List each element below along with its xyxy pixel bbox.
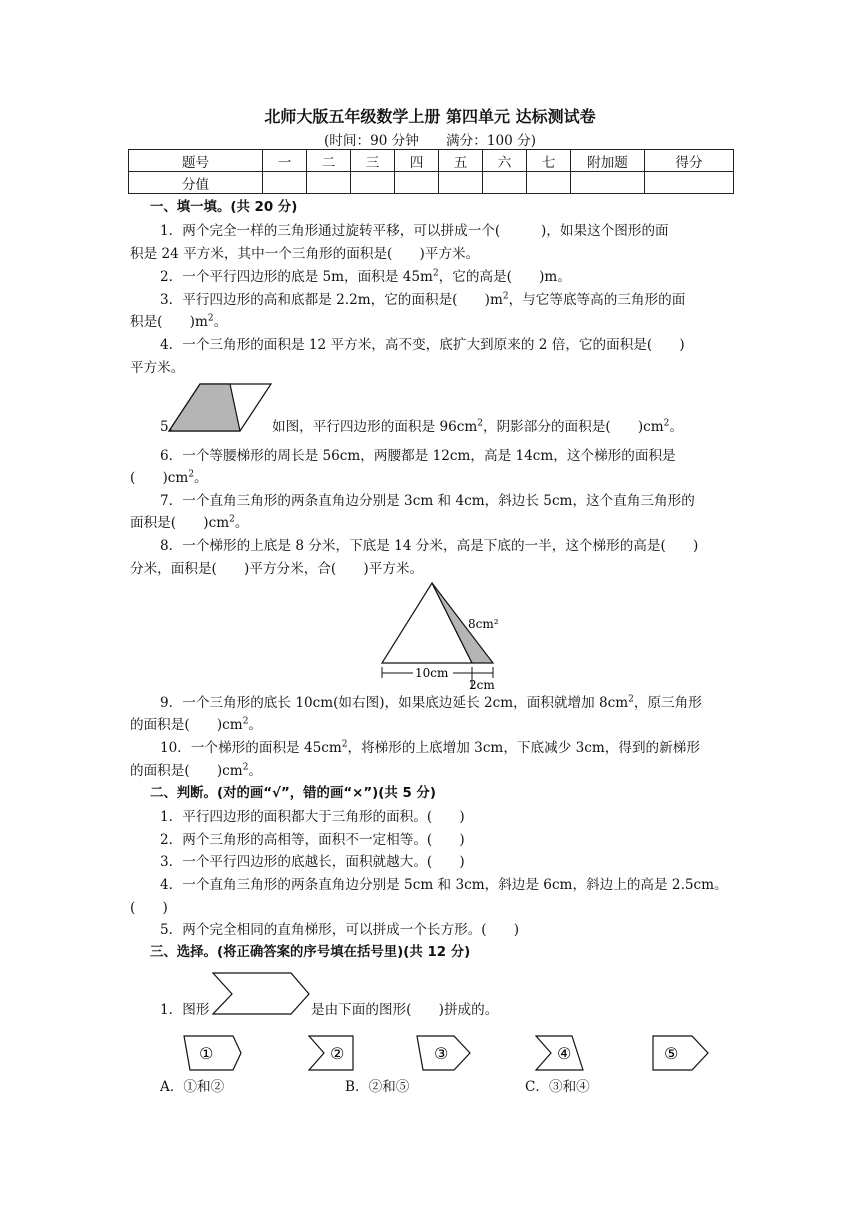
question-text bbox=[160, 291, 685, 309]
text-part: ( )cm bbox=[130, 470, 189, 486]
text-part: 面积是( )cm bbox=[130, 515, 230, 531]
text-part: 3．平行四边形的高和底都是 2.2m，它的面积是( )m bbox=[160, 292, 503, 308]
text-part: 的面积是( )cm bbox=[130, 717, 243, 733]
question-text: 分米，面积是( )平方分米，合( )平方米。 bbox=[130, 561, 424, 577]
text-part: 9．一个三角形的底长 10cm(如右图)，如果底边延长 2cm，面积就增加 8cm bbox=[160, 695, 629, 711]
shaded-triangle bbox=[169, 384, 240, 431]
shape-number: ② bbox=[330, 1044, 345, 1063]
score-cell: 六 bbox=[483, 150, 527, 172]
score-cell: 分值 bbox=[129, 172, 263, 194]
text-part: ，将梯形的上底增加 3cm，下底减少 3cm，得到的新梯形 bbox=[347, 740, 700, 756]
text-part: 10．一个梯形的面积是 45cm bbox=[160, 740, 342, 756]
text-part: 。 bbox=[248, 717, 263, 733]
question-text: 1．两个完全一样的三角形通过旋转平移，可以拼成一个( )，如果这个图形的面 bbox=[160, 223, 669, 239]
question-text: 是由下面的图形( )拼成的。 bbox=[311, 1002, 499, 1018]
score-cell: 七 bbox=[527, 150, 571, 172]
superscript: 2 bbox=[188, 469, 195, 480]
score-blank-cell[interactable] bbox=[263, 172, 307, 194]
superscript: 2 bbox=[229, 514, 235, 525]
option-b[interactable]: B．②和⑤ bbox=[345, 1079, 410, 1095]
shape-outline bbox=[653, 1036, 708, 1070]
score-cell: 题号 bbox=[129, 150, 263, 172]
score-blank-cell[interactable] bbox=[527, 172, 571, 194]
shape-option-4 bbox=[535, 1034, 585, 1072]
superscript: 2 bbox=[242, 762, 249, 773]
shape-option-5 bbox=[652, 1034, 710, 1072]
base-label: 10cm bbox=[415, 666, 449, 680]
question-text: ( ) bbox=[130, 900, 168, 916]
option-a[interactable]: A．①和② bbox=[160, 1079, 225, 1095]
superscript: 2 bbox=[502, 291, 509, 302]
question-text: 8．一个梯形的上底是 8 分米，下底是 14 分米，高是下底的一半，这个梯形的高是( ) bbox=[160, 538, 699, 554]
question-text bbox=[160, 739, 700, 757]
superscript: 2 bbox=[628, 694, 634, 705]
question-text: 5．两个完全相同的直角梯形，可以拼成一个长方形。( ) bbox=[160, 922, 520, 938]
section3-heading: 三、选择。(将正确答案的序号填在括号里)(共 12 分) bbox=[150, 945, 471, 960]
section1-heading: 一、填一填。(共 20 分) bbox=[150, 200, 298, 215]
increase-area-label: 8cm² bbox=[468, 617, 499, 631]
score-blank-cell[interactable] bbox=[439, 172, 483, 194]
page-title: 北师大版五年级数学上册 第四单元 达标测试卷 bbox=[264, 107, 596, 126]
question-text bbox=[272, 418, 683, 436]
parallelogram-figure bbox=[166, 383, 276, 433]
triangle-figure bbox=[375, 580, 510, 692]
superscript: 2 bbox=[663, 418, 670, 429]
text-part: ，阴影部分的面积是( )cm bbox=[482, 419, 664, 435]
shape-number: ① bbox=[199, 1044, 214, 1063]
text-part: ，原三角形 bbox=[633, 695, 702, 711]
question-text: 7．一个直角三角形的两条直角边分别是 3cm 和 4cm，斜边长 5cm，这个直角三角形的 bbox=[160, 493, 695, 509]
question-text: 4．一个直角三角形的两条直角边分别是 5cm 和 3cm，斜边是 6cm，斜边上的高是 2.5cm。 bbox=[160, 877, 728, 893]
question-text: 1．平行四边形的面积都大于三角形的面积。( ) bbox=[160, 809, 465, 825]
text-part: 积是( )m bbox=[130, 314, 208, 330]
shape-option-1 bbox=[183, 1034, 243, 1072]
text-part: 。 bbox=[213, 314, 228, 330]
question-text bbox=[160, 694, 702, 712]
text-part: ，它的高是( )m。 bbox=[438, 269, 571, 285]
shape-number: ⑤ bbox=[664, 1044, 679, 1063]
question-text: 6．一个等腰梯形的周长是 56cm，两腰都是 12cm，高是 14cm，这个梯形的面积是 bbox=[160, 448, 676, 464]
score-blank-cell[interactable] bbox=[645, 172, 734, 194]
option-c[interactable]: C．③和④ bbox=[525, 1079, 590, 1095]
section2-heading: 二、判断。(对的画“√”，错的画“×”)(共 5 分) bbox=[150, 786, 436, 801]
extension-label: 2cm bbox=[469, 678, 495, 692]
score-blank-cell[interactable] bbox=[571, 172, 645, 194]
question-text: 3．一个平行四边形的底越长，面积就越大。( ) bbox=[160, 854, 465, 870]
question-text: 1．图形 bbox=[160, 1002, 210, 1018]
shape-option-3 bbox=[416, 1034, 472, 1072]
text-part: 的面积是( )cm bbox=[130, 763, 243, 779]
superscript: 2 bbox=[341, 739, 348, 750]
question-text: 4．一个三角形的面积是 12 平方米，高不变，底扩大到原来的 2 倍，它的面积是( ) bbox=[160, 337, 685, 353]
superscript: 2 bbox=[432, 268, 439, 279]
superscript: 2 bbox=[477, 418, 483, 429]
superscript: 2 bbox=[207, 313, 214, 324]
score-cell: 一 bbox=[263, 150, 307, 172]
score-cell: 附加题 bbox=[571, 150, 645, 172]
composite-shape-figure bbox=[212, 971, 312, 1017]
question-text bbox=[130, 469, 208, 487]
text-part: 。 bbox=[234, 515, 249, 531]
shape-number: ③ bbox=[434, 1044, 449, 1063]
question-text: 积是 24 平方米，其中一个三角形的面积是( )平方米。 bbox=[130, 246, 480, 262]
text-part: 。 bbox=[248, 763, 263, 779]
score-cell: 得分 bbox=[645, 150, 734, 172]
superscript: 2 bbox=[242, 716, 249, 727]
score-blank-cell[interactable] bbox=[351, 172, 395, 194]
composite-shape bbox=[213, 973, 309, 1014]
shape-option-2 bbox=[308, 1034, 356, 1072]
shape-number: ④ bbox=[557, 1044, 572, 1063]
score-cell: 三 bbox=[351, 150, 395, 172]
text-part: 如图，平行四边形的面积是 96cm bbox=[272, 419, 478, 435]
score-table-header-row bbox=[129, 150, 734, 172]
question-text bbox=[130, 762, 262, 780]
score-table bbox=[128, 149, 734, 194]
question-text: 2．两个三角形的高相等，面积不一定相等。( ) bbox=[160, 832, 465, 848]
text-part: 2．一个平行四边形的底是 5m，面积是 45m bbox=[160, 269, 433, 285]
score-table-value-row bbox=[129, 172, 734, 194]
question-text bbox=[130, 313, 227, 331]
question-text bbox=[160, 268, 571, 286]
score-blank-cell[interactable] bbox=[307, 172, 351, 194]
text-part: 。 bbox=[669, 419, 683, 435]
question-number: 5. bbox=[160, 419, 173, 435]
text-part: ，与它等底等高的三角形的面 bbox=[508, 292, 686, 308]
page-subtitle: (时间：90 分钟 满分：100 分) bbox=[323, 133, 537, 149]
score-cell: 五 bbox=[439, 150, 483, 172]
score-blank-cell[interactable] bbox=[483, 172, 527, 194]
question-text: 平方米。 bbox=[130, 360, 185, 376]
question-text bbox=[130, 514, 248, 532]
question-text bbox=[130, 716, 262, 734]
text-part: 。 bbox=[194, 470, 208, 486]
score-cell: 四 bbox=[395, 150, 439, 172]
score-cell: 二 bbox=[307, 150, 351, 172]
score-blank-cell[interactable] bbox=[395, 172, 439, 194]
